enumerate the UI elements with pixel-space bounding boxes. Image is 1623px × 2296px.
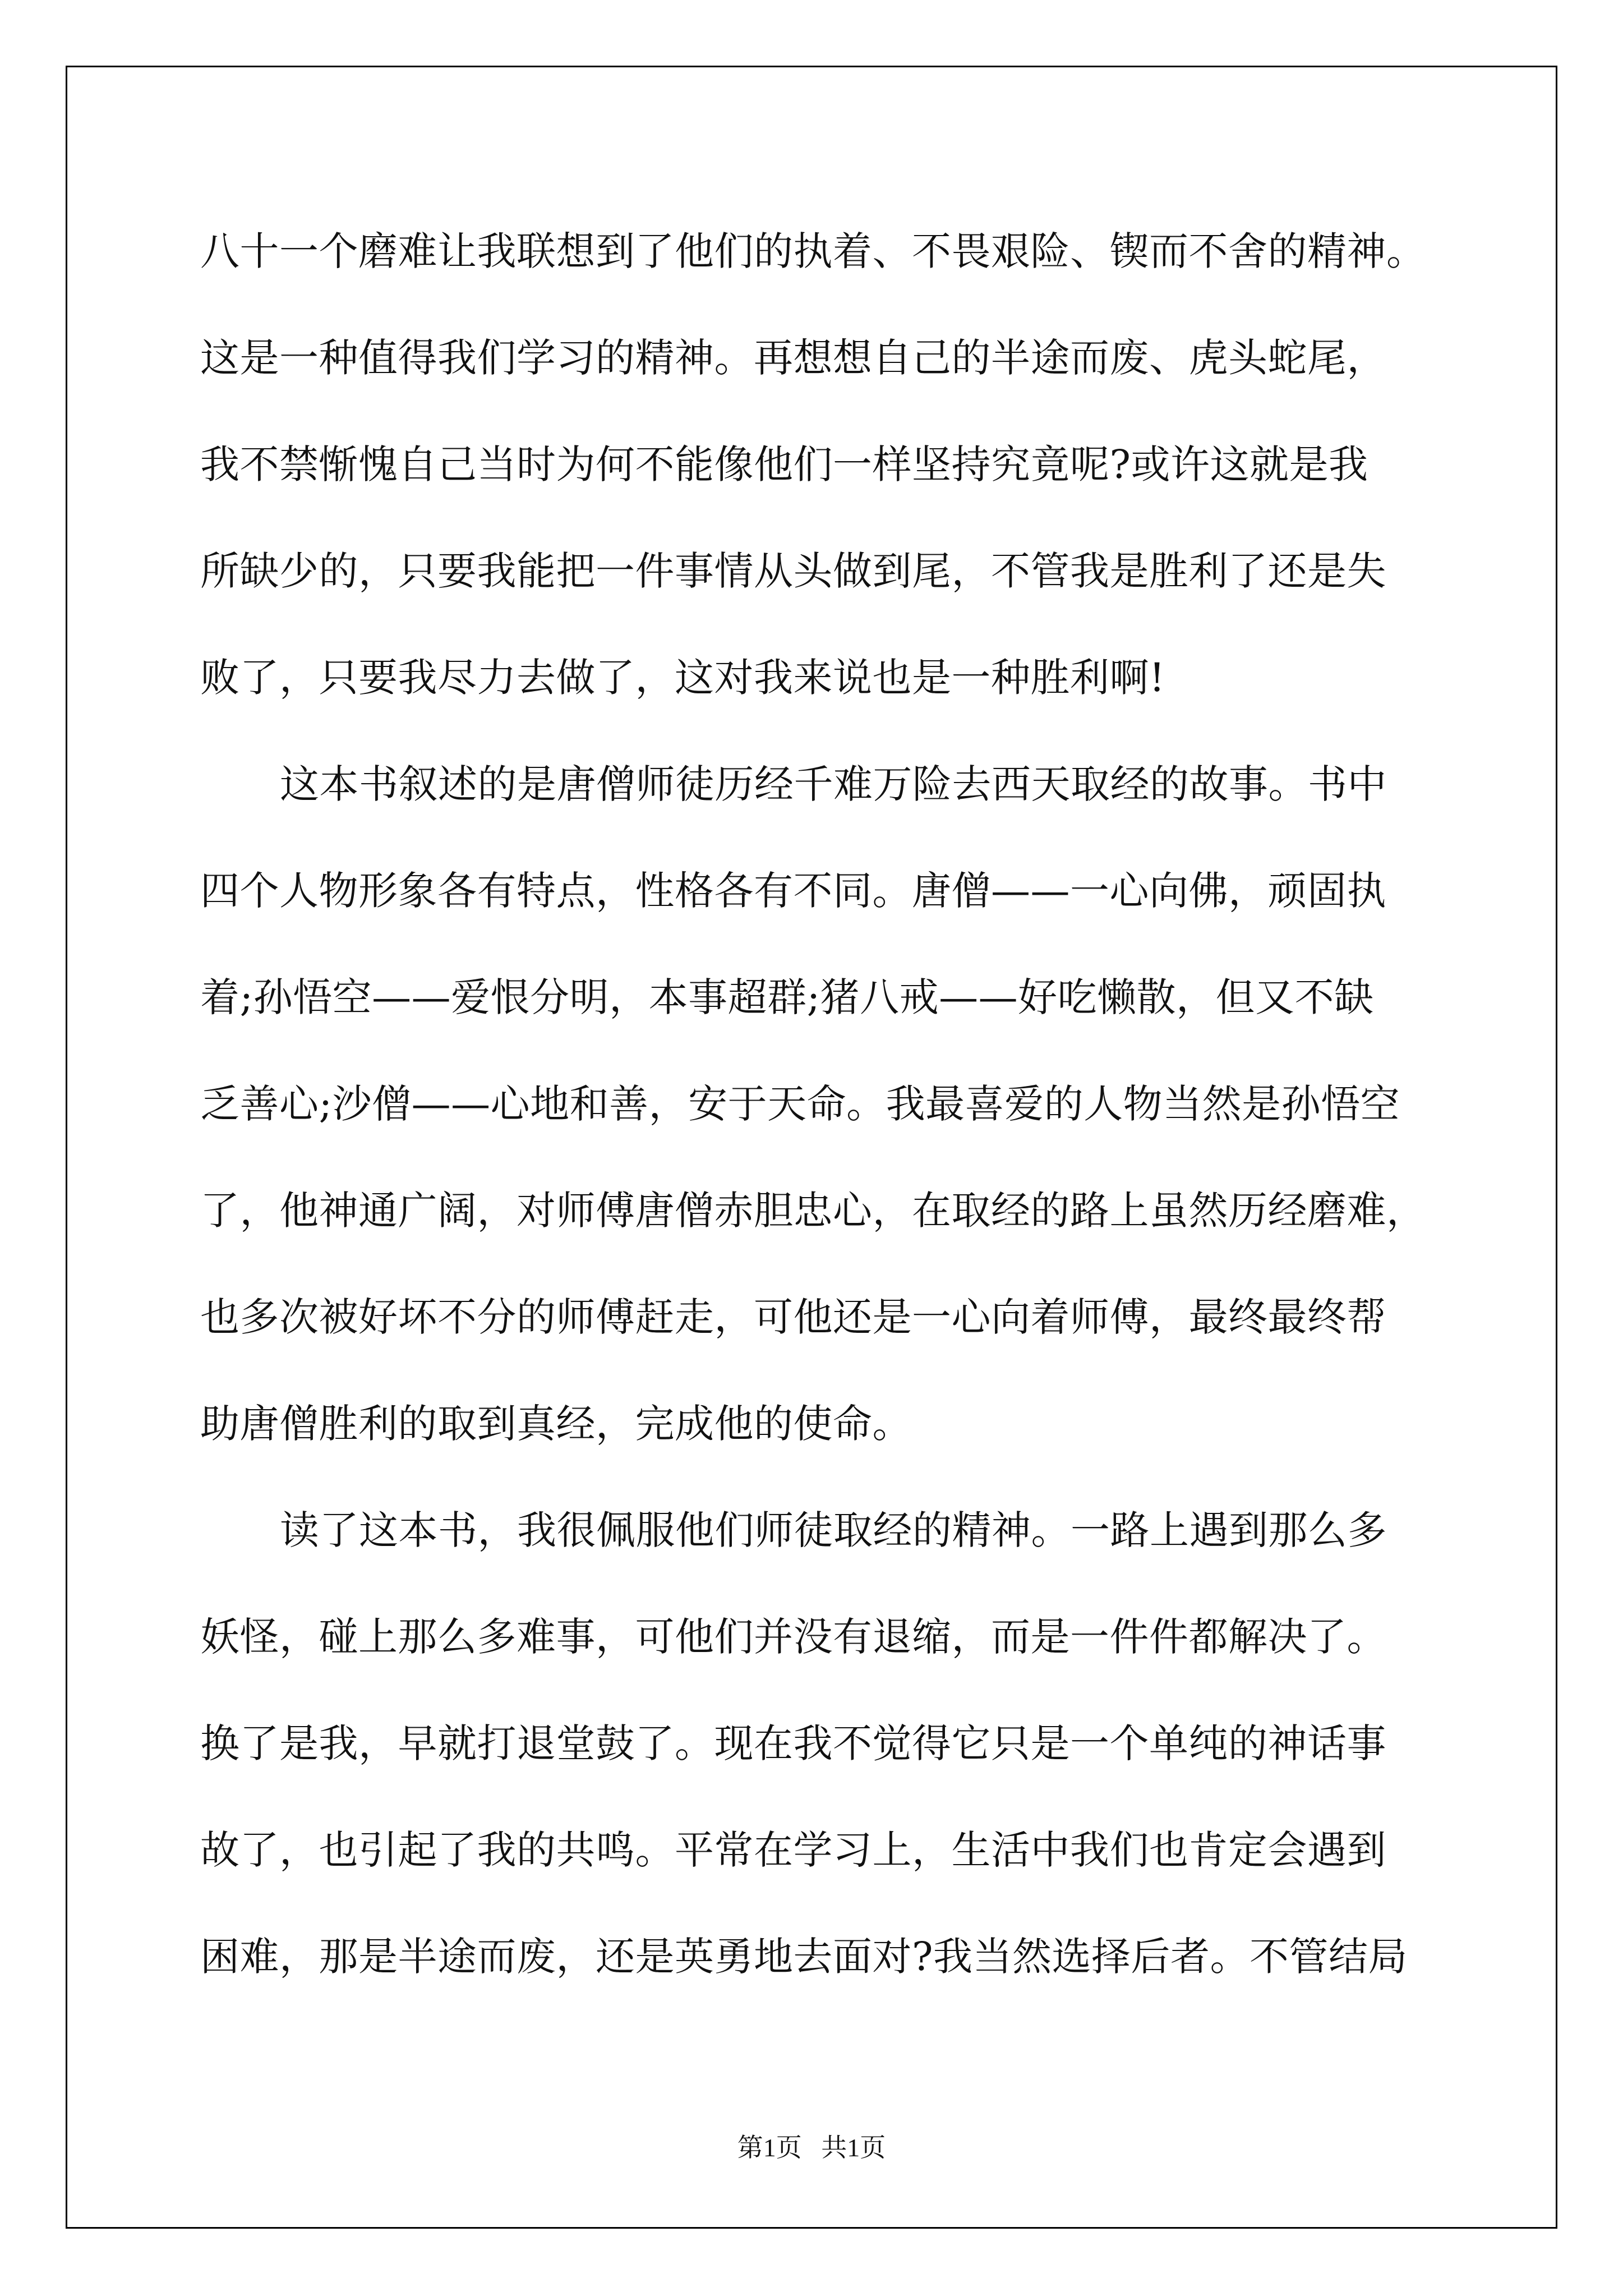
page-footer-number: 第1页 共1页 (737, 2133, 886, 2162)
paragraph-start-line: 这本书叙述的是唐僧师徒历经千难万险去西天取经的故事。书中 (280, 761, 1387, 807)
text-line: 败了，只要我尽力去做了，这对我来说也是一种胜利啊! (200, 655, 1165, 701)
text-line: 着;孙悟空——爱恨分明，本事超群;猪八戒——好吃懒散，但又不缺 (200, 974, 1374, 1020)
text-line: 八十一个磨难让我联想到了他们的执着、不畏艰险、锲而不舍的精神。 (200, 228, 1426, 274)
text-line: 故了，也引起了我的共鸣。平常在学习上，生活中我们也肯定会遇到 (200, 1827, 1386, 1873)
text-line: 四个人物形象各有特点，性格各有不同。唐僧——一心向佛，顽固执 (200, 868, 1386, 914)
text-line: 乏善心;沙僧——心地和善，安于天命。我最喜爱的人物当然是孙悟空 (200, 1081, 1400, 1127)
text-line: 困难，那是半途而废，还是英勇地去面对?我当然选择后者。不管结局 (200, 1934, 1408, 1980)
text-line: 所缺少的，只要我能把一件事情从头做到尾，不管我是胜利了还是失 (200, 548, 1386, 594)
text-line: 换了是我，早就打退堂鼓了。现在我不觉得它只是一个单纯的神话事 (200, 1720, 1386, 1766)
text-line: 我不禁惭愧自己当时为何不能像他们一样坚持究竟呢?或许这就是我 (200, 441, 1368, 487)
text-line: 助唐僧胜利的取到真经，完成他的使命。 (200, 1401, 912, 1447)
text-line: 也多次被好坏不分的师傅赶走，可他还是一心向着师傅，最终最终帮 (200, 1294, 1386, 1340)
document-body (200, 198, 1462, 2010)
paragraph-start-line: 读了这本书，我很佩服他们师徒取经的精神。一路上遇到那么多 (280, 1507, 1387, 1553)
text-line: 妖怪，碰上那么多难事，可他们并没有退缩，而是一件件都解决了。 (200, 1614, 1386, 1660)
text-line: 了，他神通广阔，对师傅唐僧赤胆忠心，在取经的路上虽然历经磨难， (200, 1188, 1426, 1234)
text-line: 这是一种值得我们学习的精神。再想想自己的半途而废、虎头蛇尾， (200, 335, 1386, 381)
